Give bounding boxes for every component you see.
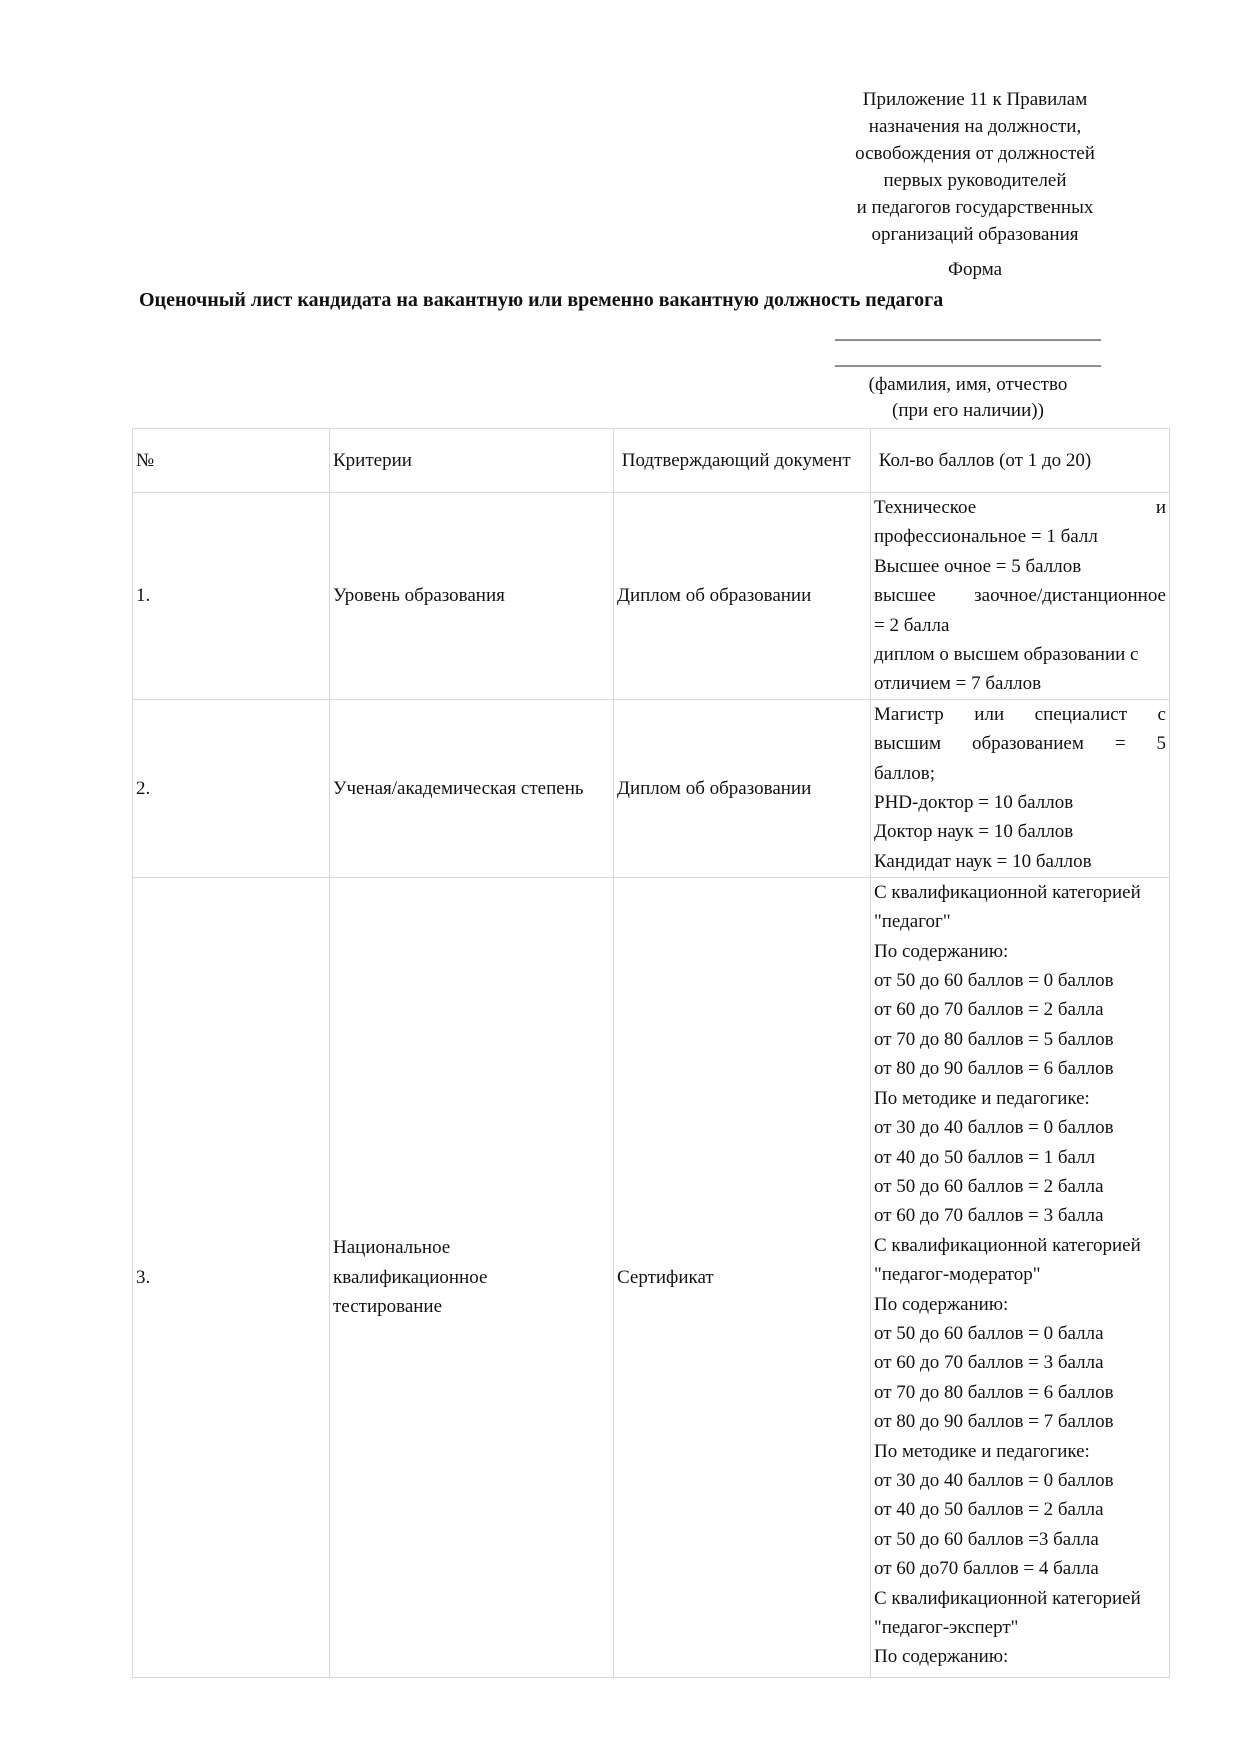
evaluation-table [132,428,1170,1678]
row-criteria: Уровень образования [330,493,614,700]
points-line: от 80 до 90 баллов = 6 баллов [874,1058,1114,1080]
document-title: Оценочный лист кандидата на вакантную или временно вакантную должность педагога [139,289,944,311]
row-num: 1. [133,493,330,700]
points-line: Кандидат наук = 10 баллов [874,850,1092,872]
points-line: высшее заочное/дистанционное [874,585,1166,607]
points-line: от 40 до 50 баллов = 2 балла [874,1499,1104,1521]
header-points: Кол-во баллов (от 1 до 20) [871,429,1170,493]
points-line: По методике и педагогике: [874,1440,1090,1462]
points-line: от 60 до 70 баллов = 2 балла [874,999,1104,1021]
row-document: Диплом об образовании [614,493,871,700]
points-line: С квалификационной категорией [874,1587,1141,1609]
points-line: от 60 до70 баллов = 4 балла [874,1558,1099,1580]
appendix-line: и педагогов государственных [856,197,1094,218]
points-line: от 30 до 40 баллов = 0 баллов [874,1469,1114,1491]
points-line: По содержанию: [874,1293,1009,1315]
header-num: № [133,429,330,493]
points-line: от 30 до 40 баллов = 0 баллов [874,1117,1114,1139]
appendix-line: назначения на должности, [868,116,1082,137]
points-line: = 2 балла [874,614,950,636]
row-criteria: Национальное квалификационное тестирование [330,877,614,1677]
points-line: Магистр или специалист с [874,703,1166,725]
row-document: Сертификат [614,877,871,1677]
appendix-line: организаций образования [871,224,1079,245]
points-line: от 60 до 70 баллов = 3 балла [874,1205,1104,1227]
table-row [133,493,1170,700]
points-line: Доктор наук = 10 баллов [874,821,1074,843]
row-num: 2. [133,699,330,877]
form-label: Форма [947,259,1003,280]
row-points [871,877,1170,1677]
points-line: от 70 до 80 баллов = 5 баллов [874,1028,1114,1050]
points-line: Техническое и [874,497,1166,518]
points-line: от 70 до 80 баллов = 6 баллов [874,1381,1114,1403]
points-line: от 50 до 60 баллов = 0 баллов [874,970,1114,992]
points-line: С квалификационной категорией [874,881,1141,903]
points-line: баллов; [874,762,935,784]
row-criteria: Ученая/академическая степень [330,699,614,877]
points-line: высшим образованием = 5 [874,733,1166,755]
points-line: диплом о высшем образовании с [874,644,1139,666]
header-document: Подтверждающий документ [614,429,871,493]
appendix-line: первых руководителей [883,170,1067,191]
points-line: "педагог-модератор" [874,1264,1041,1286]
table-header-row [133,429,1170,493]
name-line: ____________________________ [835,348,1101,369]
name-caption: (при его наличии)) [892,400,1044,421]
points-line: PHD-доктор = 10 баллов [874,792,1074,814]
points-line: Высшее очное = 5 баллов [874,555,1082,577]
points-line: от 50 до 60 баллов =3 балла [874,1528,1099,1550]
points-line: отличием = 7 баллов [874,673,1042,695]
points-line: от 50 до 60 баллов = 0 балла [874,1322,1104,1344]
points-line: от 60 до 70 баллов = 3 балла [874,1352,1104,1374]
points-line: профессиональное = 1 балл [874,526,1098,548]
points-line: По содержанию: [874,1646,1009,1668]
points-line: от 40 до 50 баллов = 1 балл [874,1146,1096,1168]
row-points [871,699,1170,877]
points-line: от 80 до 90 баллов = 7 баллов [874,1411,1114,1433]
appendix-note [820,86,1130,248]
name-caption: (фамилия, имя, отчество [868,374,1068,395]
row-num: 3. [133,877,330,1677]
points-line: По методике и педагогике: [874,1087,1090,1109]
points-line: С квалификационной категорией [874,1234,1141,1256]
table-row [133,877,1170,1677]
appendix-line: освобождения от должностей [855,143,1095,164]
candidate-name-block [818,320,1118,424]
points-line: По содержанию: [874,940,1009,962]
row-document: Диплом об образовании [614,699,871,877]
appendix-line: Приложение 11 к Правилам [862,89,1088,110]
points-line: "педагог-эксперт" [874,1617,1019,1638]
name-line: ____________________________ [835,322,1101,343]
header-criteria: Критерии [330,429,614,493]
points-line: от 50 до 60 баллов = 2 балла [874,1175,1104,1197]
points-line: "педагог" [874,911,951,933]
row-points [871,493,1170,700]
table-row [133,699,1170,877]
